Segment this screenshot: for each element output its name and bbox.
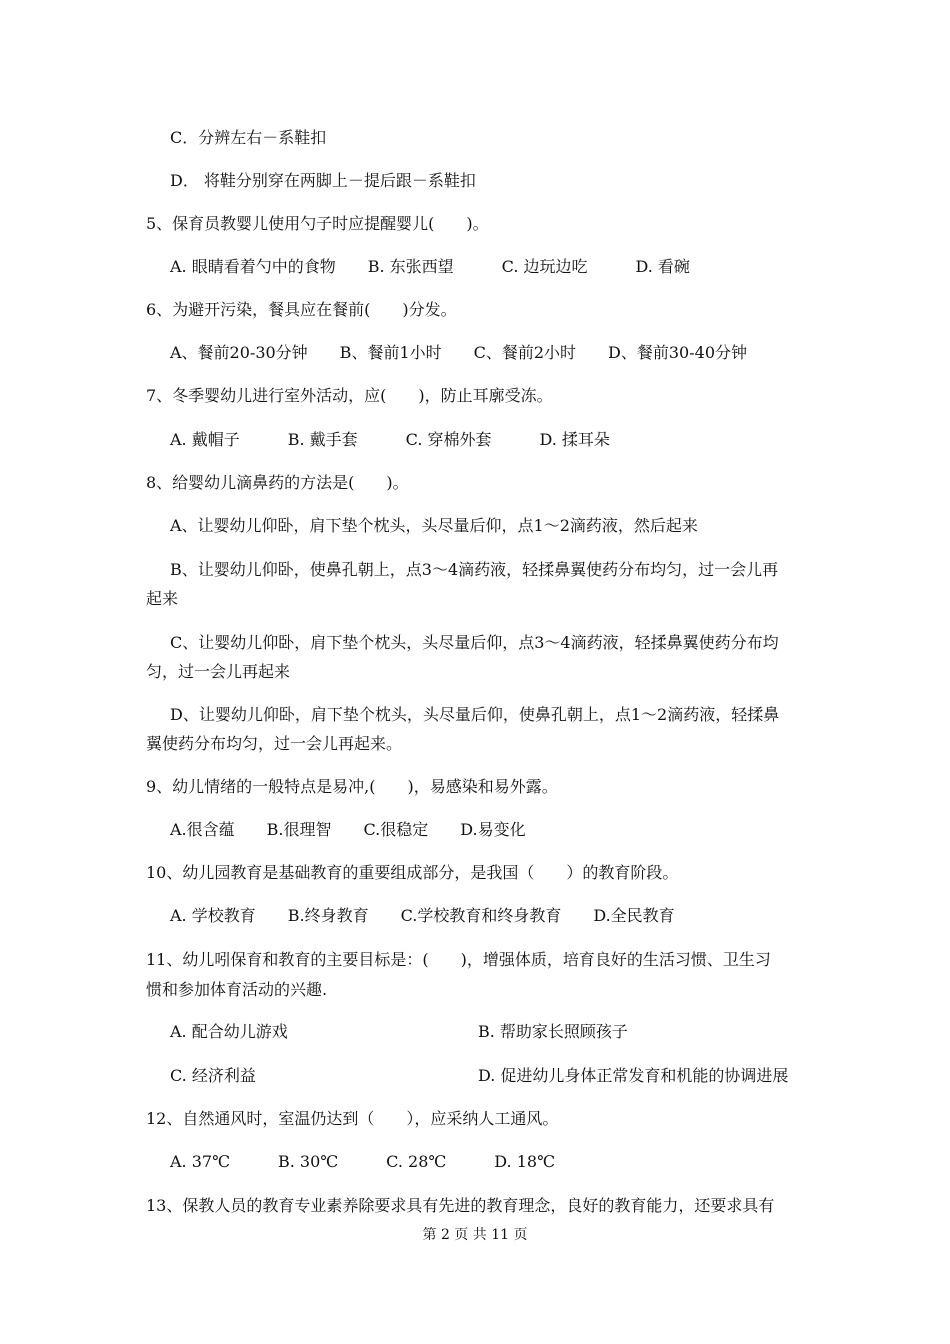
question-11: 11、幼儿吲保育和教育的主要目标是：( )，增强体质，培育良好的生活习惯、卫生习 (146, 950, 771, 969)
question-8: 8、给婴幼儿滴鼻药的方法是( )。 (146, 473, 409, 492)
option-8d: D、让婴幼儿仰卧，肩下垫个枕头，头尽量后仰，使鼻孔朝上，点1～2滴药液，轻揉鼻 (170, 705, 780, 724)
question-7: 7、冬季婴幼儿进行室外活动，应( )，防止耳廓受冻。 (146, 386, 553, 405)
option-11c: C. 经济利益 (170, 1066, 256, 1085)
option-11d: D. 促进幼儿身体正常发育和机能的协调进展 (478, 1066, 789, 1085)
page-footer: 第 2 页 共 11 页 (422, 1227, 528, 1243)
question-13: 13、保教人员的教育专业素养除要求具有先进的教育理念，良好的教育能力，还要求具有 (146, 1196, 775, 1215)
option-8c-cont: 匀，过一会儿再起来 (146, 662, 291, 681)
option-11b: B. 帮助家长照顾孩子 (478, 1022, 628, 1041)
options-9: A.很含蕴 B.很理智 C.很稳定 D.易变化 (170, 820, 526, 839)
question-12: 12、自然通风时，室温仍达到（ ），应采纳人工通风。 (146, 1109, 559, 1128)
options-6: A、餐前20-30分钟 B、餐前1小时 C、餐前2小时 D、餐前30-40分钟 (170, 343, 747, 362)
option-4c: C．分辨左右－系鞋扣 (170, 128, 327, 147)
option-8d-cont: 翼使药分布均匀，过一会儿再起来。 (146, 734, 403, 753)
option-4d: D． 将鞋分别穿在两脚上－提后跟－系鞋扣 (170, 171, 476, 190)
question-11-cont: 惯和参加体育活动的兴趣. (146, 980, 328, 999)
options-12: A. 37℃ B. 30℃ C. 28℃ D. 18℃ (170, 1152, 555, 1171)
option-11a: A. 配合幼儿游戏 (170, 1022, 288, 1041)
question-5: 5、保育员教婴儿使用勺子时应提醒婴儿( )。 (146, 214, 489, 233)
options-5: A. 眼睛看着勺中的食物 B. 东张西望 C. 边玩边吃 D. 看碗 (170, 257, 690, 276)
option-8c: C、让婴幼儿仰卧，肩下垫个枕头，头尽量后仰，点3～4滴药液，轻揉鼻翼使药分布均 (170, 633, 779, 652)
question-6: 6、为避开污染，餐具应在餐前( )分发。 (146, 300, 457, 319)
options-7: A. 戴帽子 B. 戴手套 C. 穿棉外套 D. 揉耳朵 (170, 430, 610, 449)
question-9: 9、幼儿情绪的一般特点是易冲,( )，易感染和易外露。 (146, 777, 558, 796)
options-10: A. 学校教育 B.终身教育 C.学校教育和终身教育 D.全民教育 (170, 906, 675, 925)
option-8b: B、让婴幼儿仰卧，使鼻孔朝上，点3～4滴药液，轻揉鼻翼使药分布均匀，过一会儿再 (170, 560, 779, 579)
option-8b-cont: 起来 (146, 589, 179, 608)
question-10: 10、幼儿园教育是基础教育的重要组成部分，是我国（ ）的教育阶段。 (146, 863, 679, 882)
option-8a: A、让婴幼儿仰卧，肩下垫个枕头，头尽量后仰，点1～2滴药液，然后起来 (170, 516, 698, 535)
